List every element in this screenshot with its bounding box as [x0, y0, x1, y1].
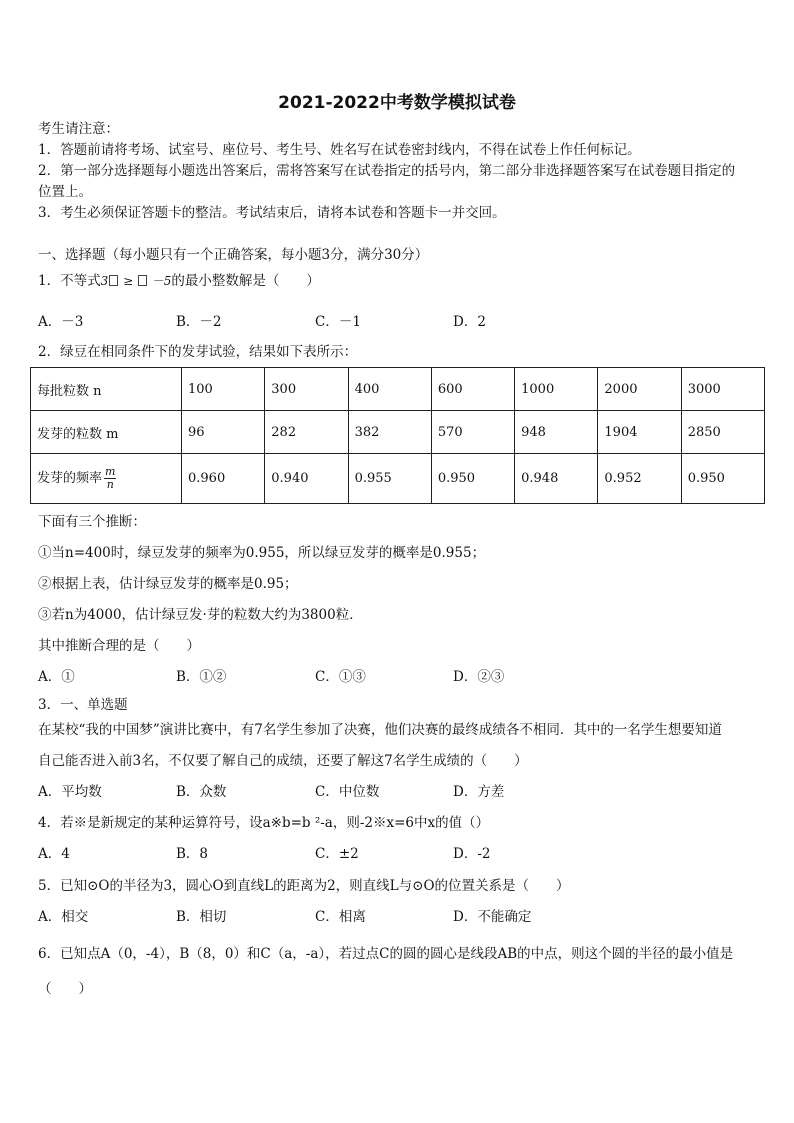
notice-item-3: 3．考生必须保证答题卡的整洁。考试结束后，请将本试卷和答题卡一并交回。	[38, 205, 506, 221]
fraction-m-over-n	[104, 466, 116, 491]
missing-glyph-icon	[109, 275, 118, 286]
notice-heading: 考生请注意：	[38, 121, 119, 137]
q2-option-b[interactable]: B．①②	[176, 669, 227, 685]
q2-inference-2: ②根据上表，估计绿豆发芽的概率是0.95；	[38, 576, 298, 592]
table-row	[31, 368, 765, 411]
q1-suffix: 的最小整数解是（ ）	[171, 273, 320, 289]
q2-option-a[interactable]: A．①	[38, 669, 75, 685]
table-cell: 382	[348, 411, 431, 454]
table-cell: 0.950	[681, 454, 764, 504]
q2-question: 其中推断合理的是（ ）	[38, 638, 200, 654]
q2-intro: 下面有三个推断：	[38, 514, 146, 530]
q1-option-a[interactable]: A．－3	[38, 314, 84, 330]
q5-stem: 5．已知⊙O的半径为3，圆心O到直线L的距离为2，则直线L与⊙O的位置关系是（ ）	[38, 878, 570, 894]
frequency-label: 发芽的频率	[37, 471, 103, 486]
table-cell: 0.950	[431, 454, 514, 504]
notice-item-2: 2．第一部分选择题每小题选出答案后，需将答案写在试卷指定的括号内，第二部分非选择题答案写在试卷题目指定的	[38, 163, 736, 179]
table-cell: 96	[182, 411, 265, 454]
table-cell: 0.948	[515, 454, 598, 504]
q2-inference-1: ①当n=400时，绿豆发芽的频率为0.955，所以绿豆发芽的概率是0.955；	[38, 545, 486, 561]
q3-option-b[interactable]: B．众数	[176, 784, 227, 800]
q2-inference-3: ③若n为4000，估计绿豆发·芽的粒数大约为3800粒．	[38, 607, 363, 623]
table-cell: 1000	[515, 368, 598, 411]
table-row	[31, 454, 765, 504]
q2-stem: 2．绿豆在相同条件下的发芽试验，结果如下表所示：	[38, 344, 358, 360]
table-cell: 400	[348, 368, 431, 411]
q2-option-c[interactable]: C．①③	[315, 669, 366, 685]
q3-line-2: 自己能否进入前3名，不仅要了解自己的成绩，还要了解这7名学生成绩的（ ）	[38, 753, 528, 769]
q1-stem	[38, 272, 320, 290]
table-row	[31, 411, 765, 454]
q4-option-b[interactable]: B．8	[176, 846, 209, 862]
table-cell: 282	[265, 411, 348, 454]
q1-option-c[interactable]: C．－1	[315, 314, 361, 330]
fraction-denominator: n	[106, 478, 114, 491]
q4-option-a[interactable]: A．4	[38, 846, 70, 862]
q3-heading: 3．一、单选题	[38, 697, 128, 713]
table-cell: 0.955	[348, 454, 431, 504]
fraction-numerator: m	[105, 465, 116, 478]
q3-line-1: 在某校“我的中国梦”演讲比赛中，有7名学生参加了决赛，他们决赛的最终成绩各不相同．其中的一名学生想要知道	[38, 722, 722, 738]
q5-option-c[interactable]: C．相离	[315, 909, 366, 925]
table-cell: 每批粒数 n	[31, 368, 182, 411]
table-cell: 300	[265, 368, 348, 411]
germination-table	[30, 367, 765, 504]
table-cell: 570	[431, 411, 514, 454]
table-cell: 2000	[598, 368, 681, 411]
q1-ineq-coef: 3	[100, 274, 109, 288]
q1-ineq-rhs: －5	[151, 274, 172, 288]
table-cell: 100	[182, 368, 265, 411]
table-cell: 1904	[598, 411, 681, 454]
q4-stem: 4．若※是新规定的某种运算符号，设a※b=b ²-a，则-2※x=6中x的值（）	[38, 815, 490, 831]
table-cell: 发芽的粒数 m	[31, 411, 182, 454]
q1-option-d[interactable]: D．2	[453, 314, 486, 330]
q6-line-1: 6．已知点A（0，-4），B（8，0）和C（a，-a），若过点C的圆的圆心是线段AB的中点，则这个圆的半径的最小值是	[38, 946, 734, 962]
q5-option-d[interactable]: D．不能确定	[453, 909, 532, 925]
q5-option-b[interactable]: B．相切	[176, 909, 227, 925]
q5-option-a[interactable]: A．相交	[38, 909, 89, 925]
table-cell: 0.960	[182, 454, 265, 504]
q1-ineq-sign: ≥	[123, 274, 134, 288]
table-cell: 948	[515, 411, 598, 454]
q3-option-a[interactable]: A．平均数	[38, 784, 102, 800]
table-cell: 0.952	[598, 454, 681, 504]
q2-option-d[interactable]: D．②③	[453, 669, 505, 685]
q1-prefix: 1．不等式	[38, 273, 101, 289]
table-cell: 2850	[681, 411, 764, 454]
page-title: 2021-2022中考数学模拟试卷	[278, 93, 516, 113]
missing-glyph-icon	[138, 275, 147, 286]
table-cell: 0.940	[265, 454, 348, 504]
table-cell: 600	[431, 368, 514, 411]
q1-option-b[interactable]: B．－2	[176, 314, 222, 330]
notice-item-1: 1．答题前请将考场、试室号、座位号、考生号、姓名写在试卷密封线内，不得在试卷上作任何标记。	[38, 142, 641, 158]
q3-option-c[interactable]: C．中位数	[315, 784, 380, 800]
q4-option-c[interactable]: C．±2	[315, 846, 359, 862]
section-heading: 一、选择题（每小题只有一个正确答案，每小题3分，满分30分）	[38, 247, 429, 263]
q6-line-2: （ ）	[38, 981, 92, 997]
q4-option-d[interactable]: D．-2	[453, 846, 491, 862]
table-cell: 3000	[681, 368, 764, 411]
table-cell	[31, 454, 182, 504]
notice-item-2-cont: 位置上。	[38, 184, 92, 200]
q1-inequality	[101, 274, 172, 288]
q3-option-d[interactable]: D．方差	[453, 784, 505, 800]
